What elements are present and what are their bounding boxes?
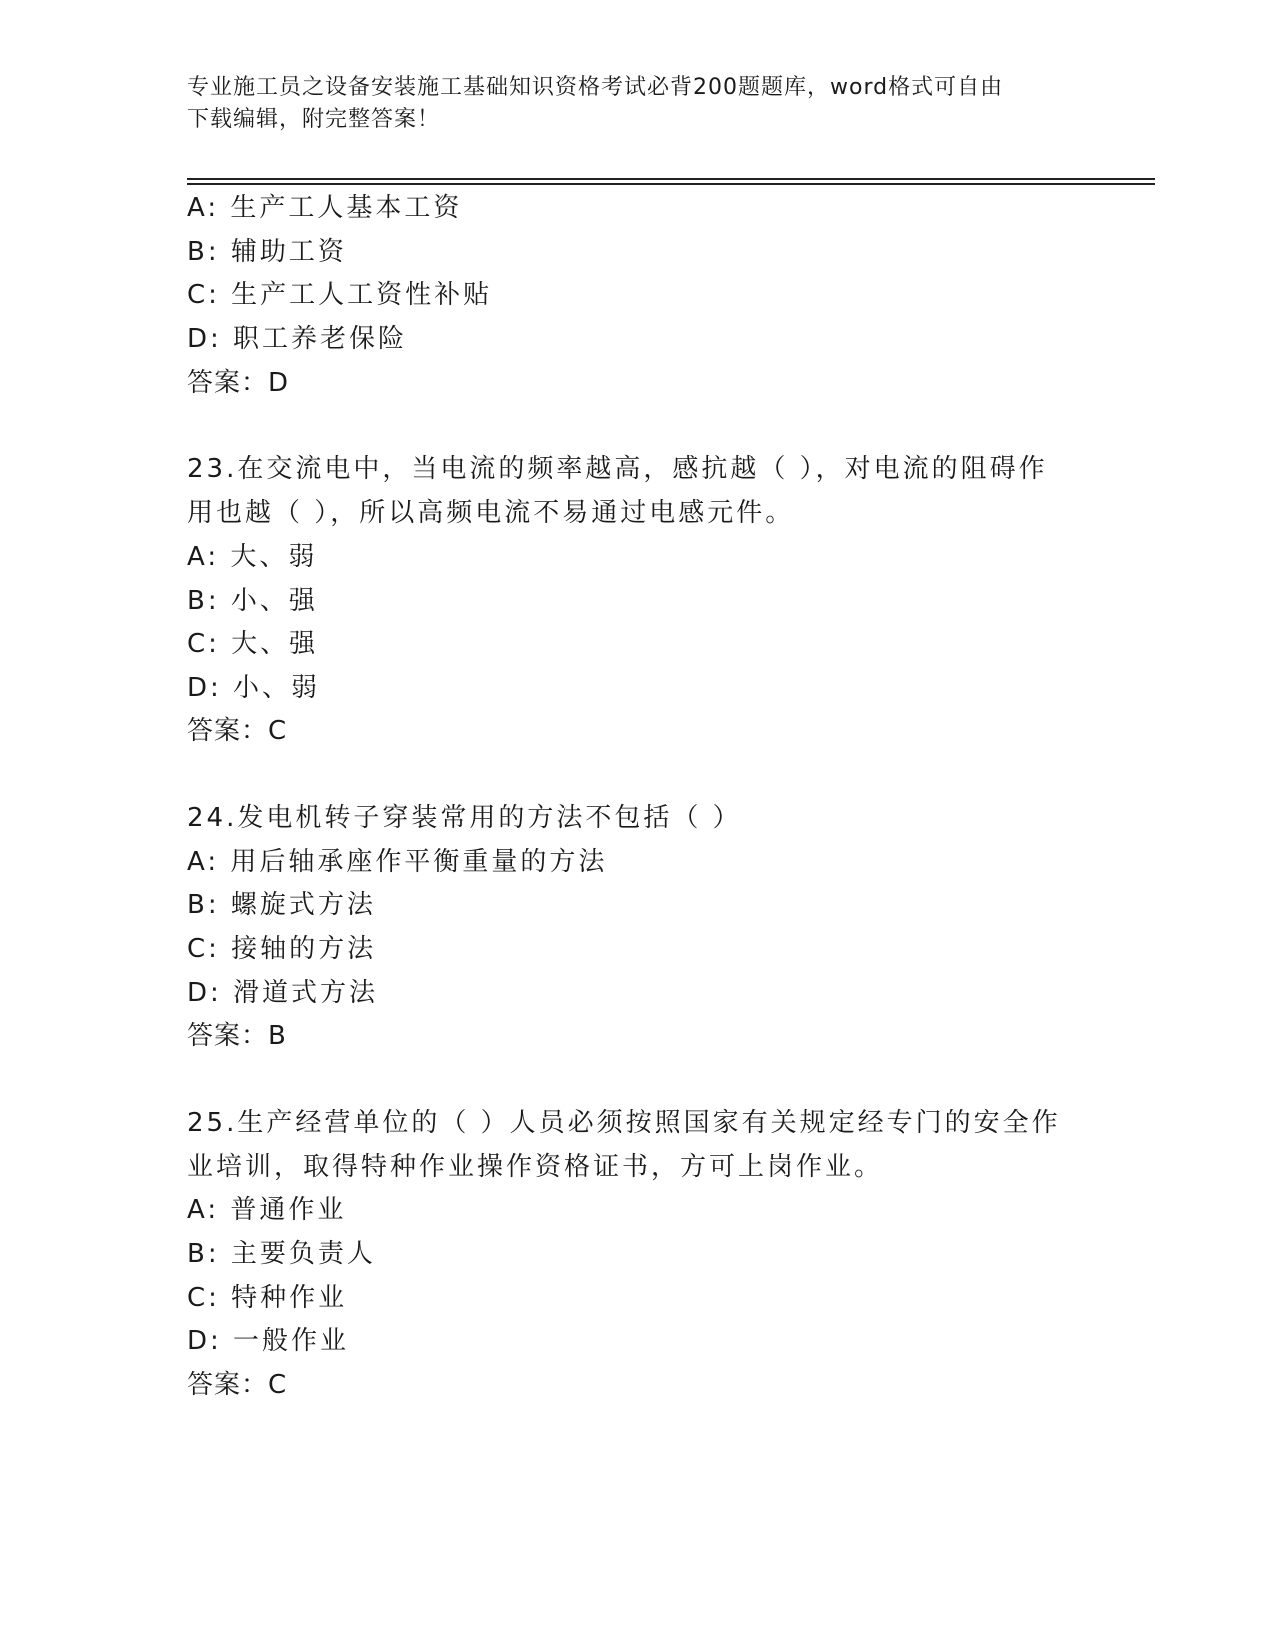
option-b: B: 螺旋式方法 xyxy=(187,890,376,920)
option-c: C: 生产工人工资性补贴 xyxy=(187,280,493,310)
question-stem-line-1: 23.在交流电中，当电流的频率越高，感抗越（ ），对电流的阻碍作 xyxy=(187,454,1048,484)
option-c: C: 特种作业 xyxy=(187,1283,348,1313)
document-header xyxy=(187,72,1067,136)
question-stem-line-2: 用也越（ ），所以高频电流不易通过电感元件。 xyxy=(187,498,795,528)
answer: 答案：C xyxy=(187,716,288,746)
header-line-2: 下载编辑，附完整答案！ xyxy=(187,107,441,132)
option-a: A: 用后轴承座作平衡重量的方法 xyxy=(187,847,608,877)
answer: 答案：D xyxy=(187,368,290,398)
question-stem-line-2: 业培训，取得特种作业操作资格证书，方可上岗作业。 xyxy=(187,1152,884,1182)
option-d: D: 小、弱 xyxy=(187,673,321,703)
option-b: B: 主要负责人 xyxy=(187,1239,376,1269)
header-line-1: 专业施工员之设备安装施工基础知识资格考试必背200题题库，word格式可自由 xyxy=(187,75,1004,100)
question-stem-line-1: 25.生产经营单位的（ ）人员必须按照国家有关规定经专门的安全作 xyxy=(187,1108,1061,1138)
question-stem-line-1: 24.发电机转子穿装常用的方法不包括（ ） xyxy=(187,803,742,833)
option-c: C: 大、强 xyxy=(187,629,319,659)
option-a: A: 普通作业 xyxy=(187,1195,347,1225)
option-d: D: 一般作业 xyxy=(187,1326,350,1356)
header-divider-top xyxy=(187,178,1155,180)
option-c: C: 接轴的方法 xyxy=(187,934,377,964)
option-b: B: 辅助工资 xyxy=(187,237,347,267)
option-a: A: 生产工人基本工资 xyxy=(187,193,463,223)
option-d: D: 职工养老保险 xyxy=(187,324,408,354)
option-a: A: 大、弱 xyxy=(187,542,318,572)
answer: 答案：C xyxy=(187,1370,288,1400)
option-d: D: 滑道式方法 xyxy=(187,978,379,1008)
header-divider-bottom xyxy=(187,183,1155,185)
option-b: B: 小、强 xyxy=(187,586,318,616)
answer: 答案：B xyxy=(187,1021,287,1051)
